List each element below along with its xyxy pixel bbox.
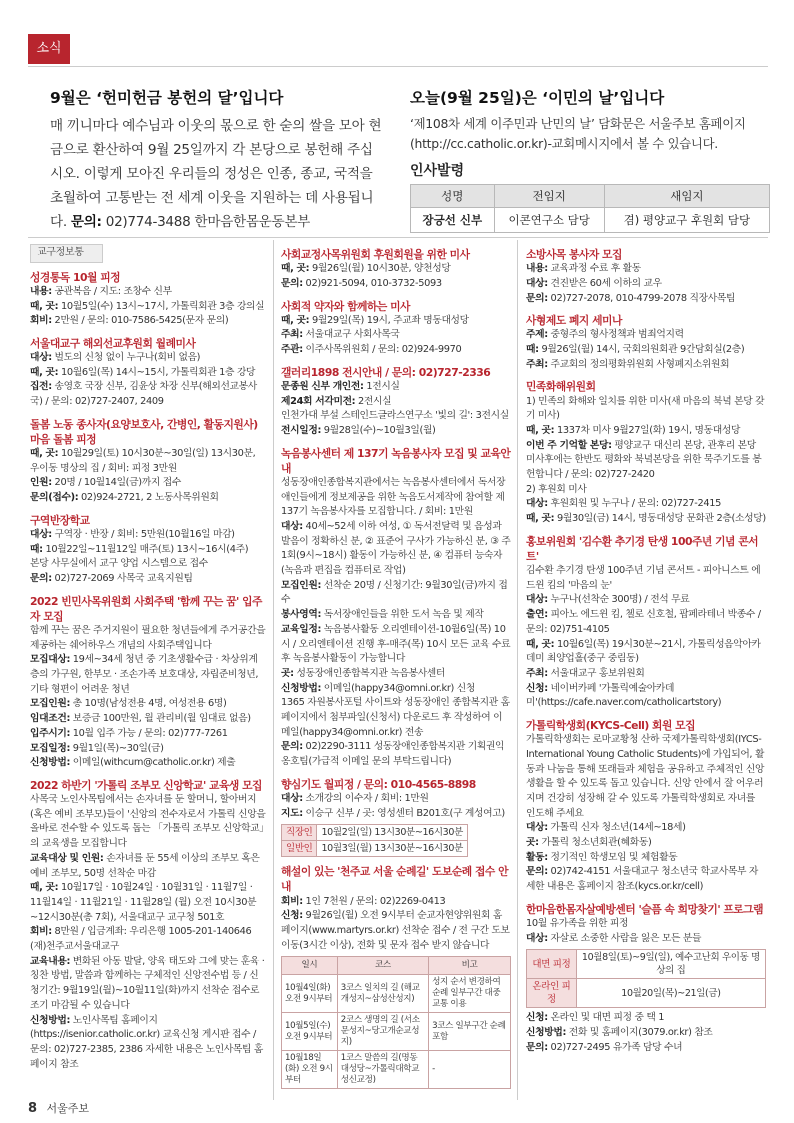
- item-line: 문의: 02)742-4151 서울대교구 청소년국 학교사목부 자세한 내용은 홈페이지 참조(kycs.or.kr/cell): [526, 866, 758, 893]
- notice-right: [410, 88, 770, 233]
- item-line: 모집일정: 9월1일(목)~30일(금): [30, 742, 164, 754]
- item-line: 주최: 주교회의 정의평화위원회 사형폐지소위원회: [526, 358, 730, 370]
- table-row: [282, 975, 511, 1013]
- item-line: 인천가대 부설 스테인드글라스연구소 '빛의 길': 3전시실: [281, 410, 509, 422]
- line-label: 내용:: [30, 285, 52, 297]
- appt-header: 성명: [411, 185, 495, 208]
- table-header: 코스: [337, 957, 428, 975]
- item-title: 향심기도 월피정 / 문의: 010-4565-8898: [281, 777, 476, 791]
- line-label: 때, 곳:: [281, 314, 310, 326]
- table-row: [282, 1013, 511, 1051]
- table-row: [411, 208, 770, 233]
- item-line: 회비: 2만원 / 문의: 010-7586-5425(문자 문의): [30, 315, 229, 327]
- item-line: 대상: 누구나(선착순 300명) / 전석 무료: [526, 594, 690, 606]
- line-label: 지도:: [281, 807, 303, 819]
- item-line: 대상: 벌도의 신청 없이 누구나(회비 없음): [30, 352, 201, 363]
- item-title: 가톨릭학생회(KYCS-Cell) 회원 모집: [526, 719, 696, 733]
- publication-name: 서울주보: [46, 1102, 90, 1115]
- line-label: 때, 곳:: [526, 513, 555, 525]
- item-line: 곳: 성동장애인종합복지관 녹음봉사센터: [281, 667, 446, 679]
- appt-cell: 겸) 평양교구 후원회 담당: [604, 208, 769, 233]
- item-line: 모집인원: 총 10명(남성전용 4명, 여성전용 6명): [30, 698, 227, 710]
- item-line: 교육일정: 녹음봉사활동 오리엔테이션-10월6일(목) 10시 / 오리엔테이션 진행 후-매주(목) 10시 모든 교육 수료 후 녹음봉사활동이 가능합니다: [281, 623, 511, 665]
- appt-header: 전임지: [494, 185, 604, 208]
- line-label: 문의:: [281, 277, 303, 289]
- column-divider: [517, 240, 518, 1100]
- item-title: 한마음한몸자살예방센터 '슬픔 속 희망찾기' 프로그램: [526, 902, 764, 916]
- item-line: 대상: 40세~52세 이하 여성, ① 독서전달력 및 음성과 발음이 정확하신 분, ② 표준어 구사가 가능하신 분, ③ 주1회(9시~18시) 활동이 가능하신 분, ④ 컴퓨터 능숙자(녹음과 편집을 컴퓨터로 작업): [281, 520, 511, 577]
- table-header: 일시: [282, 957, 338, 975]
- table-header: 비고: [429, 957, 511, 975]
- line-label: 교육일정:: [281, 623, 322, 635]
- schedule-table: [281, 956, 511, 1089]
- item-title: 소방사목 봉사자 모집: [526, 248, 622, 261]
- page-number: 8: [28, 1101, 38, 1116]
- item-line: 집전: 송영호 국장 신부, 김윤상 차장 신부(해외선교봉사국) / 문의: 02)727-2407, 2409: [30, 381, 257, 408]
- contact-label: 문의:: [70, 214, 102, 230]
- table-cell: 2코스 생명의 길 (서소문성지~당고개순교성지): [337, 1013, 428, 1051]
- notice-left-body: 매 끼니마다 예수님과 이웃의 몫으로 한 숟의 쌀을 모아 현금으로 환산하여 9월 25일까지 각 본당으로 봉헌해 주십시오. 이렇게 모아진 우리들의 정성은 인종, 종교, 국적을 초월하여 고통받는 전 세계 이웃을 지원하는 데 사용됩니다. 문의: 02)774-3488 한마음한몸운동본부: [50, 118, 382, 230]
- line-label: 때, 곳:: [281, 263, 310, 275]
- line-label: 회비:: [30, 315, 52, 327]
- line-label: 신청방법:: [30, 1014, 71, 1026]
- item-line: 봉사영역: 독서장애인들을 위한 도서 녹음 및 제작: [281, 609, 484, 621]
- item-line: 대상: 소개강의 이수자 / 회비: 1만원: [281, 792, 429, 804]
- item-line: 1365 자원봉사포털 사이트와 성동장애인 종합복지관 홈페이지에서 첨부파일(신청서) 다운로드 후 작성하여 이메일(happy34@omni.or.kr) 전송: [281, 697, 510, 738]
- table-cell: 10월20일(목)~21일(금): [576, 979, 765, 1008]
- item-title: 구역반장학교: [30, 513, 90, 527]
- notice-right-title: 오늘(9월 25일)은 ‘이민의 날’입니다: [410, 89, 665, 107]
- item-line: 때: 10월22일~11월12일 매주(토) 13시~16시(4주): [30, 543, 249, 555]
- line-label: 봉사영역:: [281, 609, 322, 621]
- line-label: 대상:: [30, 528, 52, 540]
- table-row: [282, 825, 468, 841]
- item-line: 지도: 이승구 신부 / 곳: 영성센터 B201호(구 계성여고): [281, 807, 505, 819]
- item-line: 가톨릭학생회는 로마교황청 산하 국제가톨릭학생회(IYCS-International Young Catholic Students)에 가입되어, 활동과 나눔을 통해 또래들과 체험을 공유하고 주체적인 신앙생활을 할 수 있도록 돕고 있습니다. 신앙 안에서 잘 어우러지며 건강히 성장해 갈 수 있도록 가톨릭학생회로 자녀를 인도해 주세요: [526, 734, 765, 819]
- table-cell: 10월5일(수) 오전 9시부터: [282, 1013, 338, 1051]
- line-label: 전시일정:: [281, 424, 322, 436]
- line-label: 대상:: [30, 352, 52, 363]
- line-label: 활동:: [526, 851, 548, 863]
- item-line: 문의: 02)727-2069 사목국 교육지원팀: [30, 573, 193, 585]
- item-line: 이번 주 기억할 본당: 평양교구 대신리 본당, 관후리 본당: [526, 439, 756, 451]
- item-line: 때, 곳: 10월6일(목) 14시~15시, 가톨릭회관 1층 강당: [30, 366, 256, 378]
- line-label: 모집일정:: [30, 742, 71, 754]
- table-cell: 온라인 피정: [527, 979, 577, 1008]
- item-line: 문의: 02)727-2078, 010-4799-2078 직장사목팀: [526, 292, 736, 304]
- line-label: 대상:: [526, 594, 548, 606]
- line-label: 임대조건:: [30, 713, 71, 725]
- item-line: 교육내용: 변화된 아동 발달, 양육 태도와 그에 맞는 훈육 · 칭찬 방법, 말씀과 함께하는 구체적인 신앙전수법 등 / 신청기간: 9월19일(월)~10월11일(화)까지 선착순 접수로 조기 마감될 수 있습니다: [30, 955, 265, 1011]
- line-label: 회비:: [30, 926, 52, 938]
- item-line: 때, 곳: 9월30일(금) 14시, 명동대성당 문화관 2층(소성당): [526, 513, 766, 525]
- line-label: 모집대상:: [30, 654, 71, 666]
- item-line: 사목국 노인사목팀에서는 손자녀를 둔 할머니, 할아버지(혹은 예비 조부모)들이 '신앙의 전수자로서 가톨릭 신앙을 올바로 전수할 수 있도록 돕는 「가톨릭 조부모 신앙학교」의 교육생을 모집합니다: [30, 794, 266, 850]
- item-line: 2) 후원회 미사: [526, 483, 587, 495]
- table-row: [527, 950, 766, 979]
- item-title: 서울대교구 해외선교후원회 월례미사: [30, 336, 196, 350]
- item-title: 성경통독 10월 피정: [30, 270, 121, 284]
- item-line: 때: 9월26일(월) 14시, 국회의원회관 9간담회실(2층): [526, 344, 745, 355]
- line-label: 문의:: [281, 741, 303, 753]
- line-label: 문의:: [526, 1041, 548, 1053]
- item-line: 10월 유가족을 위한 피정: [526, 917, 629, 929]
- banner-label: 교구정보통: [30, 244, 103, 263]
- line-label: 주최:: [281, 329, 303, 341]
- table-header-row: [282, 957, 511, 975]
- item-line: 주제: 중형주의 형사정책과 범죄억지력: [526, 329, 684, 341]
- item-line: 김수환 추기경 탄생 100주년 기념 콘서트 - 피아니스트 에드윈 킴의 '마음의 눈': [526, 565, 761, 591]
- item-title: 2022 하반기 '가톨릭 조부모 신앙학교' 교육생 모집: [30, 778, 262, 792]
- item-title: 홍보위원회 '김수환 추기경 탄생 100주년 기념 콘서트': [526, 534, 759, 563]
- item-line: 대상: 가톨릭 신자 청소년(14세~18세): [526, 822, 686, 834]
- item-line: 때, 곳: 10월17일 · 10월24일 · 10월31일 · 11월7일 · 11월14일 · 11월21일 · 11월28일 (월) 오전 10시30분~12시30분(총 7회), 서울대교구 교구청 501호: [30, 882, 257, 923]
- column-divider: [273, 240, 274, 1100]
- page-footer: [28, 1100, 89, 1116]
- line-label: 집전:: [30, 381, 52, 393]
- line-label: 때:: [30, 543, 43, 555]
- table-cell: 10월4일(화) 오전 9시부터: [282, 975, 338, 1013]
- line-label: 제24회 서각미전:: [281, 395, 356, 407]
- item-line: 제24회 서각미전: 2전시실: [281, 395, 392, 407]
- item-line: 회비: 1인 7천원 / 문의: 02)2269-0413: [281, 895, 446, 907]
- line-label: 이번 주 기억할 본당:: [526, 439, 612, 451]
- line-label: 회비:: [281, 895, 303, 907]
- item-line: 대상: 견진받은 60세 이하의 교우: [526, 277, 662, 289]
- info-table: [526, 949, 766, 1008]
- line-label: 곳:: [526, 837, 539, 849]
- notice-left: [50, 88, 382, 234]
- item-title: 해설이 있는 '천주교 서울 순례길' 도보순례 접수 안내: [281, 865, 509, 894]
- item-line: 대상: 자살로 소중한 사람을 잃은 모든 분들: [526, 932, 702, 944]
- item-line: 회비: 8만원 / 입금계좌: 우리은행 1005-201-140646 (재)천주교서울대교구: [30, 926, 252, 953]
- table-cell: 10월18일(화) 오전 9시부터: [282, 1051, 338, 1089]
- line-label: 문종원 신부 개인전:: [281, 380, 364, 392]
- line-label: 주제:: [526, 329, 548, 341]
- line-label: 인원:: [30, 477, 52, 489]
- item-line: 문의: 02)727-2495 유가족 담당 수녀: [526, 1041, 683, 1053]
- line-label: 출연:: [526, 609, 548, 621]
- appointments-title: 인사발령: [410, 163, 465, 179]
- contact-text: 02)774-3488 한마음한몸운동본부: [101, 214, 310, 230]
- item-title: 돌봄 노동 종사자(요양보호사, 간병인, 활동지원사) 마음 돌봄 피정: [30, 417, 258, 446]
- item-line: 신청방법: 이메일(withcum@catholic.or.kr) 제출: [30, 757, 236, 769]
- table-row: [282, 1051, 511, 1089]
- appt-cell: 이콘연구소 담당: [494, 208, 604, 233]
- item-line: 신청방법: 전화 및 홈페이지(3079.or.kr) 참조: [526, 1027, 713, 1039]
- line-label: 대상:: [281, 520, 303, 532]
- line-label: 문의:: [526, 292, 548, 304]
- item-line: 신청방법: 노인사목팀 홈페이지(https://isenior.catholic.or.kr) 교육신청 게시판 접수 / 문의: 02)727-2385, 2386 자세한 내용은 노인사목팀 홈페이지 참조: [30, 1014, 264, 1070]
- line-label: 문의:: [30, 573, 52, 585]
- line-label: 모집인원:: [281, 579, 322, 591]
- item-title: 녹음봉사센터 제 137기 녹음봉사자 모집 및 교육안내: [281, 446, 511, 475]
- item-line: 신청방법: 이메일(happy34@omni.or.kr) 신청: [281, 682, 476, 694]
- item-line: 대상: 후원회원 및 누구나 / 문의: 02)727-2415: [526, 498, 722, 510]
- line-label: 곳:: [281, 667, 294, 679]
- line-label: 신청방법:: [30, 757, 71, 769]
- line-label: 모집인원:: [30, 698, 71, 710]
- item-line: 전시일정: 9월28일(수)~10월3일(월): [281, 424, 436, 436]
- item-line: 교육대상 및 인원: 손자녀를 둔 55세 이상의 조부모 혹은 예비 조부모, 50명 선착순 마감: [30, 852, 260, 879]
- item-line: 내용: 교육과정 수료 후 활동: [526, 263, 641, 275]
- column-2: [281, 240, 511, 1089]
- table-cell: 3코스 일치의 길 (해교개성지~삼성산성지): [337, 975, 428, 1013]
- item-title: 갤러리1898 전시안내 / 문의: 02)727-2336: [281, 365, 491, 379]
- item-line: 함께 꾸는 꿈은 주거지원이 필요한 청년들에게 주거공간을 제공하는 쉐어하우스 개념의 사회주택입니다: [30, 624, 266, 651]
- table-cell: 일반인: [282, 841, 317, 857]
- item-line: 성동장애인종합복지관에서는 녹음봉사센터에서 독서장애인들에게 정보제공을 위한 녹음도서제작에 참여할 제 137기 녹음봉사자를 모집합니다. / 회비: 1만원: [281, 476, 506, 518]
- item-line: 문의(접수): 02)924-2721, 2 노동사목위원회: [30, 492, 219, 504]
- appt-cell: 장긍선 신부: [411, 208, 495, 233]
- item-line: 주최: 서울대교구 홍보위원회: [526, 667, 645, 679]
- table-cell: 10월2일(일) 13시30분~16시30분: [317, 825, 467, 841]
- table-cell: 1코스 말씀의 길(명동대성당~가톨릭대학교 성신교정): [337, 1051, 428, 1089]
- item-line: 신청: 네이버카페 '가톨릭예술아카데미'(https://cafe.naver.com/catholicartstory): [526, 682, 722, 709]
- line-label: 대상:: [281, 792, 303, 804]
- item-line: 모집인원: 선착순 20명 / 신청기간: 9월30일(금)까지 접수: [281, 579, 508, 606]
- line-label: 때:: [526, 344, 539, 355]
- notice-left-title: 9월은 ‘헌미헌금 봉헌의 달’입니다: [50, 89, 284, 107]
- line-label: 문의:: [526, 866, 548, 878]
- item-title: 사회적 약자와 함께하는 미사: [281, 299, 410, 313]
- item-line: 임대조건: 보증금 100만원, 월 관리비(월 임대료 없음): [30, 713, 251, 725]
- item-line: 신청: 온라인 및 대면 피정 중 택 1: [526, 1012, 665, 1024]
- table-cell: 3코스 일부구간 순례 포함: [429, 1013, 511, 1051]
- table-cell: 성지 순서 변경하여 순례 일부구간 대중교통 이용: [429, 975, 511, 1013]
- item-line: 활동: 정기적인 학생모임 및 체험활동: [526, 851, 678, 863]
- line-label: 내용:: [526, 263, 548, 275]
- table-row: [282, 841, 468, 857]
- line-label: 신청방법:: [526, 1027, 567, 1039]
- item-line: 출연: 피아노 에드윈 킴, 첼로 신호철, 팝페라테너 박종수 / 문의: 02)751-4105: [526, 609, 761, 635]
- item-line: 미사후에는 한반도 평화와 북녘본당을 위한 묵주기도를 봉헌합니다 / 문의: 02)727-2420: [526, 454, 762, 481]
- line-label: 때, 곳:: [30, 448, 59, 459]
- item-line: 신청: 9월26일(월) 오전 9시부터 순교자현양위원회 홈페이지(www.martyrs.or.kr) 선착순 접수 / 전 구간 도보 이동(3시간 이상), 전화 및 문자 접수 받지 않습니다: [281, 910, 510, 951]
- column-1: [30, 240, 266, 1072]
- item-line: 때, 곳: 9월29일(목) 19시, 주교좌 명동대성당: [281, 314, 469, 326]
- item-line: 문의: 02)2290-3111 성동장애인종합복지관 기획권익옹호팀(가급적 이메일 문의 부탁드립니다): [281, 741, 505, 768]
- table-cell: 10월8일(토)~9일(일), 예수고난회 우이동 명상의 집: [576, 950, 765, 979]
- table-cell: 대면 피정: [527, 950, 577, 979]
- line-label: 주최:: [526, 667, 548, 679]
- item-line: 주최: 서울대교구 사회사목국: [281, 329, 400, 341]
- item-title: 사회교정사목위원회 후원회원을 위한 미사: [281, 248, 470, 261]
- item-line: 인원: 20명 / 10월14일(금)까지 접수: [30, 477, 181, 489]
- item-line: 때, 곳: 1337차 미사 9월27일(화) 19시, 명동대성당: [526, 424, 741, 436]
- appointments-table: [410, 184, 770, 233]
- item-title: 사형제도 폐지 세미나: [526, 314, 622, 328]
- line-label: 신청방법:: [281, 682, 322, 694]
- table-cell: 10월3일(월) 13시30분~16시30분: [317, 841, 467, 857]
- line-label: 입주시기:: [30, 727, 71, 739]
- item-line: 때, 곳: 10월29일(토) 10시30분~30일(일) 13시30분, 우이동 명상의 집 / 회비: 피정 3만원: [30, 448, 256, 474]
- line-label: 때, 곳:: [30, 300, 59, 312]
- line-label: 주최:: [526, 358, 548, 370]
- line-label: 때, 곳:: [30, 366, 59, 378]
- item-line: 때, 곳: 10월6일(목) 19시30분~21시, 가톨릭성음악아카데미 최양업홀(중구 중림동): [526, 638, 761, 665]
- item-line: 문의: 02)921-5094, 010-3732-5093: [281, 277, 442, 289]
- item-line: 모집대상: 19세~34세 청년 중 기초생활수급 · 차상위계층의 가구원, 한부모 · 조손가족 보호대상, 자립준비청년, 기타 형편이 어려운 청년: [30, 654, 259, 695]
- column-3: [526, 240, 766, 1055]
- table-cell: -: [429, 1051, 511, 1089]
- item-line: 대상: 구역장 · 반장 / 회비: 5만원(10월16일 마감): [30, 528, 235, 540]
- line-label: 때, 곳:: [526, 638, 555, 650]
- appt-header: 새임지: [604, 185, 769, 208]
- section-tag: 소식: [28, 34, 70, 64]
- line-label: 때, 곳:: [30, 882, 59, 894]
- table-row: [527, 979, 766, 1008]
- item-line: 때, 곳: 9월26일(월) 10시30분, 양천성당: [281, 263, 451, 275]
- item-line: 내용: 공관복음 / 지도: 조창수 신부: [30, 285, 172, 297]
- line-label: 때, 곳:: [526, 424, 555, 436]
- line-label: 교육내용:: [30, 955, 71, 967]
- item-line: 곳: 가톨릭 청소년회관(혜화동): [526, 837, 652, 849]
- item-line: 1) 민족의 화해와 일치를 위한 미사(새 마음의 북녘 본당 갖기 미사): [526, 395, 765, 422]
- table-cell: 직장인: [282, 825, 317, 841]
- item-line: 본당 사무실에서 교구 양업 시스템으로 접수: [30, 558, 208, 570]
- info-table: [281, 824, 468, 857]
- line-label: 주관:: [281, 344, 303, 355]
- line-label: 대상:: [526, 498, 548, 510]
- notice-right-body: ‘제108차 세계 이주민과 난민의 날’ 담화문은 서울주보 홈페이지(http://cc.catholic.or.kr)-교회메시지에서 볼 수 있습니다.: [410, 116, 746, 151]
- line-label: 신청:: [526, 1012, 548, 1024]
- item-title: 민족화해위원회: [526, 380, 596, 394]
- item-line: 문종원 신부 개인전: 1전시실: [281, 380, 400, 392]
- line-label: 대상:: [526, 277, 548, 289]
- line-label: 대상:: [526, 932, 548, 944]
- item-line: 때, 곳: 10월5일(수) 13시~17시, 가톨릭회관 3층 강의실: [30, 300, 265, 312]
- item-line: 주관: 이주사목위원회 / 문의: 02)924-9970: [281, 344, 462, 355]
- item-line: 입주시기: 10월 입주 가능 / 문의: 02)777-7261: [30, 727, 228, 739]
- line-label: 신청:: [526, 682, 548, 694]
- item-title: 2022 빈민사목위원회 사회주택 '함께 꾸는 꿈' 입주자 모집: [30, 594, 262, 623]
- line-label: 대상:: [526, 822, 548, 834]
- line-label: 교육대상 및 인원:: [30, 852, 104, 864]
- line-label: 신청:: [281, 910, 303, 922]
- line-label: 문의(접수):: [30, 492, 79, 504]
